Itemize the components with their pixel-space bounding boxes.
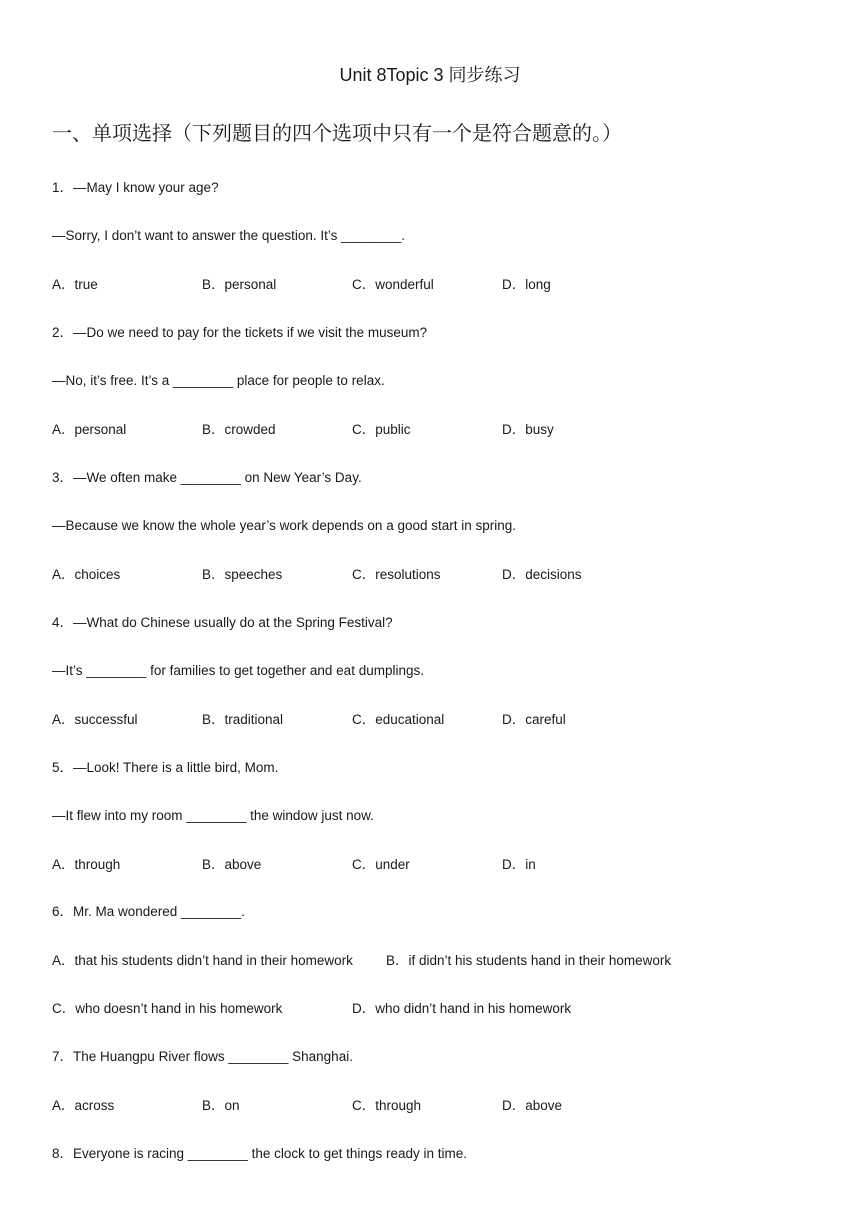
question-1-reply: —Sorry, I don’t want to answer the question. It’s ________. [52,228,405,243]
question-2-option-d: D．busy [502,422,554,437]
question-3-reply: —Because we know the whole year’s work depends on a good start in spring. [52,518,517,533]
question-6-option-a: A．that his students didn’t hand in their homework [52,953,353,968]
question-3-option-d: D．decisions [502,567,582,582]
question-3-option-c: C．resolutions [352,567,441,582]
question-5-options [52,856,812,874]
question-7-option-a: A．across [52,1098,115,1113]
question-4-option-d: D．careful [502,712,566,727]
question-5-option-b: B．above [202,857,262,872]
question-1-option-b: B．personal [202,277,277,292]
question-1-option-d: D．long [502,277,551,292]
question-6-option-c: C．who doesn’t hand in his homework [52,1001,283,1016]
question-5-reply: —It flew into my room ________ the window just now. [52,808,374,823]
question-4-option-a: A．successful [52,712,138,727]
question-2-options [52,421,812,439]
question-6-options-row-1 [52,952,812,970]
question-7-option-d: D．above [502,1098,563,1113]
question-1-option-a: A．true [52,277,98,292]
question-5-stem: 5．—Look! There is a little bird, Mom. [52,760,279,775]
question-7-option-c: C．through [352,1098,422,1113]
question-4-stem: 4．—What do Chinese usually do at the Spring Festival? [52,615,393,630]
question-2-option-c: C．public [352,422,411,437]
question-7-stem: 7．The Huangpu River flows ________ Shanghai. [52,1049,353,1064]
question-6-options-row-2 [52,1000,812,1018]
question-6-stem: 6．Mr. Ma wondered ________. [52,904,245,919]
question-5-option-a: A．through [52,857,121,872]
question-1-option-c: C．wonderful [352,277,434,292]
question-8-stem: 8．Everyone is racing ________ the clock to get things ready in time. [52,1146,467,1161]
question-6-option-d: D．who didn’t hand in his homework [352,1001,572,1016]
page-title: Unit 8Topic 3 同步练习 [339,65,521,85]
question-2-stem: 2．—Do we need to pay for the tickets if we visit the museum? [52,325,428,340]
question-1-stem: 1．—May I know your age? [52,180,219,195]
question-7-option-b: B．on [202,1098,240,1113]
question-3-stem: 3．—We often make ________ on New Year’s Day. [52,470,362,485]
question-5-option-c: C．under [352,857,410,872]
question-7-options [52,1097,812,1115]
question-4-option-b: B．traditional [202,712,284,727]
question-1-options [52,276,812,294]
question-2-reply: —No, it’s free. It’s a ________ place for people to relax. [52,373,385,388]
question-3-option-b: B．speeches [202,567,283,582]
question-3-options [52,566,812,584]
question-4-reply: —It’s ________ for families to get together and eat dumplings. [52,663,424,678]
question-4-option-c: C．educational [352,712,445,727]
question-6-option-b: B．if didn’t his students hand in their homework [386,953,672,968]
question-3-option-a: A．choices [52,567,121,582]
question-2-option-a: A．personal [52,422,127,437]
question-5-option-d: D．in [502,857,536,872]
question-4-options [52,711,812,729]
section-heading: 一、单项选择（下列题目的四个选项中只有一个是符合题意的。） [52,123,622,145]
question-2-option-b: B．crowded [202,422,276,437]
